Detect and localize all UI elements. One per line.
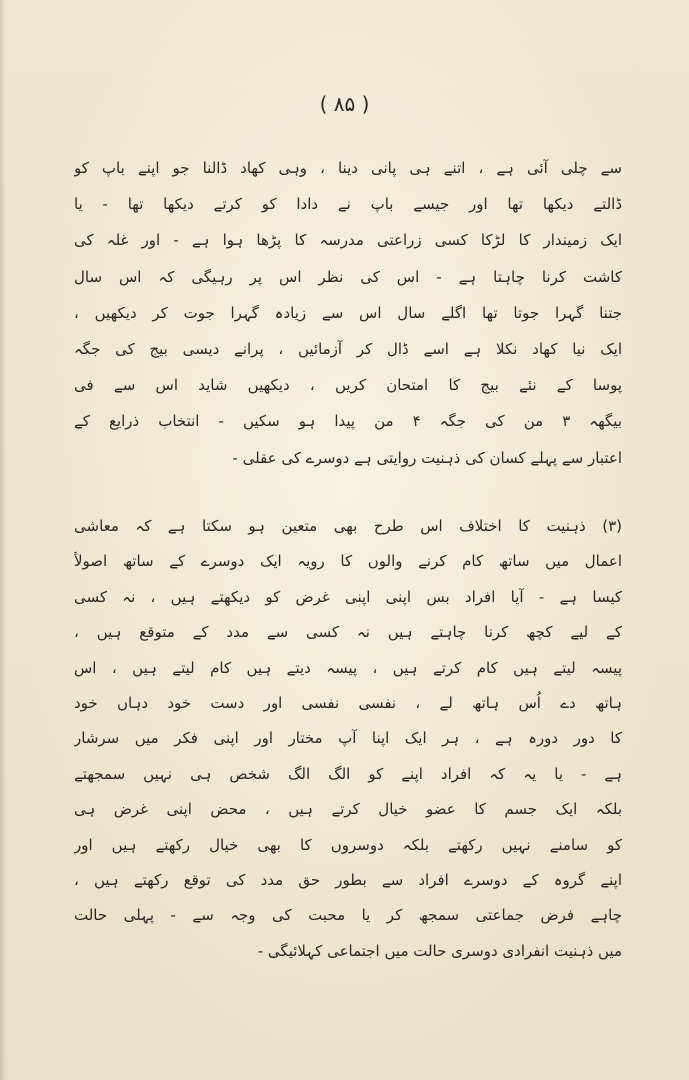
paragraph-1 [74,150,622,476]
text-line: بیگھہ ۳ من کی جگہ ۴ من پیدا ہو سکیں - انتخاب ذرایع کے [74,412,622,431]
text-line: کو سامنے نہیں رکھتے بلکہ دوسروں کا بھی خیال رکھتے ہیں اور [74,835,622,854]
text-line: ایک زمیندار کا لڑکا کسی زراعتی مدرسہ کا پڑھا ہوا ہے - اور غلہ کی [74,231,622,250]
paragraph-2 [74,509,622,969]
text-line: ڈالتے دیکھا تھا اور جیسے باپ نے دادا کو کرتے دیکھا تھا - یا [74,195,622,214]
text-line: ایک نیا کھاد نکلا ہے اسے ڈال کر آزمائیں ، پرانے دیسی بیج کی جگہ [74,339,622,358]
text-line: میں ذہنیت انفرادی دوسری حالت میں اجتماعی کہلائیگی - [257,941,622,960]
text-line: ہاتھ دے اُس ہاتھ لے ، نفسی نفسی اور دست خود دہاں خود [74,693,622,712]
text-line: اعمال میں ساتھ کام کرنے والوں کا رویہ ایک دوسرے کے ساتھ اصولاً [74,552,622,571]
text-line: کیسا ہے - آیا افراد بس اپنی اپنی غرض کو دیکھتے ہیں ، نہ کسی [74,587,622,606]
text-line: اپنے گروہ کے دوسرے افراد سے بطور حق مدد کی توقع رکھتے ہیں ، [74,870,622,889]
text-line: سے چلی آئی ہے ، اتنے ہی پانی دینا ، وہی کھاد ڈالنا جو اپنے باپ کو [74,159,622,177]
text-line: بلکہ ایک جسم کا عضو خیال کرتے ہیں ، محض اپنی غرض ہی [74,800,622,819]
text-line: (۳) ذہنیت کا اختلاف اس طرح بھی متعین ہو سکتا ہے کہ معاشی [74,517,622,535]
text-line: ہے - یا یہ کہ افراد اپنے کو الگ الگ شخص ہی نہیں سمجھتے [74,764,622,783]
text-line: اعتبار سے پہلے کسان کی ذہنیت روایتی ہے دوسرے کی عقلی - [232,448,622,467]
page-number: ( ۸۵ ) [319,92,370,116]
text-line: کاشت کرنا چاہتا ہے - اس کی نظر اس پر رہیگی کہ اس سال [74,267,622,286]
text-line: کا دور دورہ ہے ، ہر ایک اپنا آپ مختار اور اپنی فکر میں سرشار [74,729,622,748]
text-line: کے لیے کچھ کرنا چاہتے ہیں نہ کسی سے مدد کے متوقع ہیں ، [74,623,622,642]
text-line: پوسا کے نئے بیج کا امتحان کریں ، دیکھیں شاید اس سے فی [74,376,622,395]
text-line: پیسہ لیتے ہیں کام کرتے ہیں ، پیسہ دیتے ہیں کام لیتے ہیں ، اس [74,658,622,677]
text-line: جتنا گہرا جوتا تھا اگلے سال اس سے زیادہ گہرا جوت کر دیکھیں ، [74,303,622,322]
text-line: چاہے فرض جماعتی سمجھ کر یا محبت کی وجہ سے - پہلی حالت [74,906,622,925]
page-edge-shadow [0,0,6,1080]
